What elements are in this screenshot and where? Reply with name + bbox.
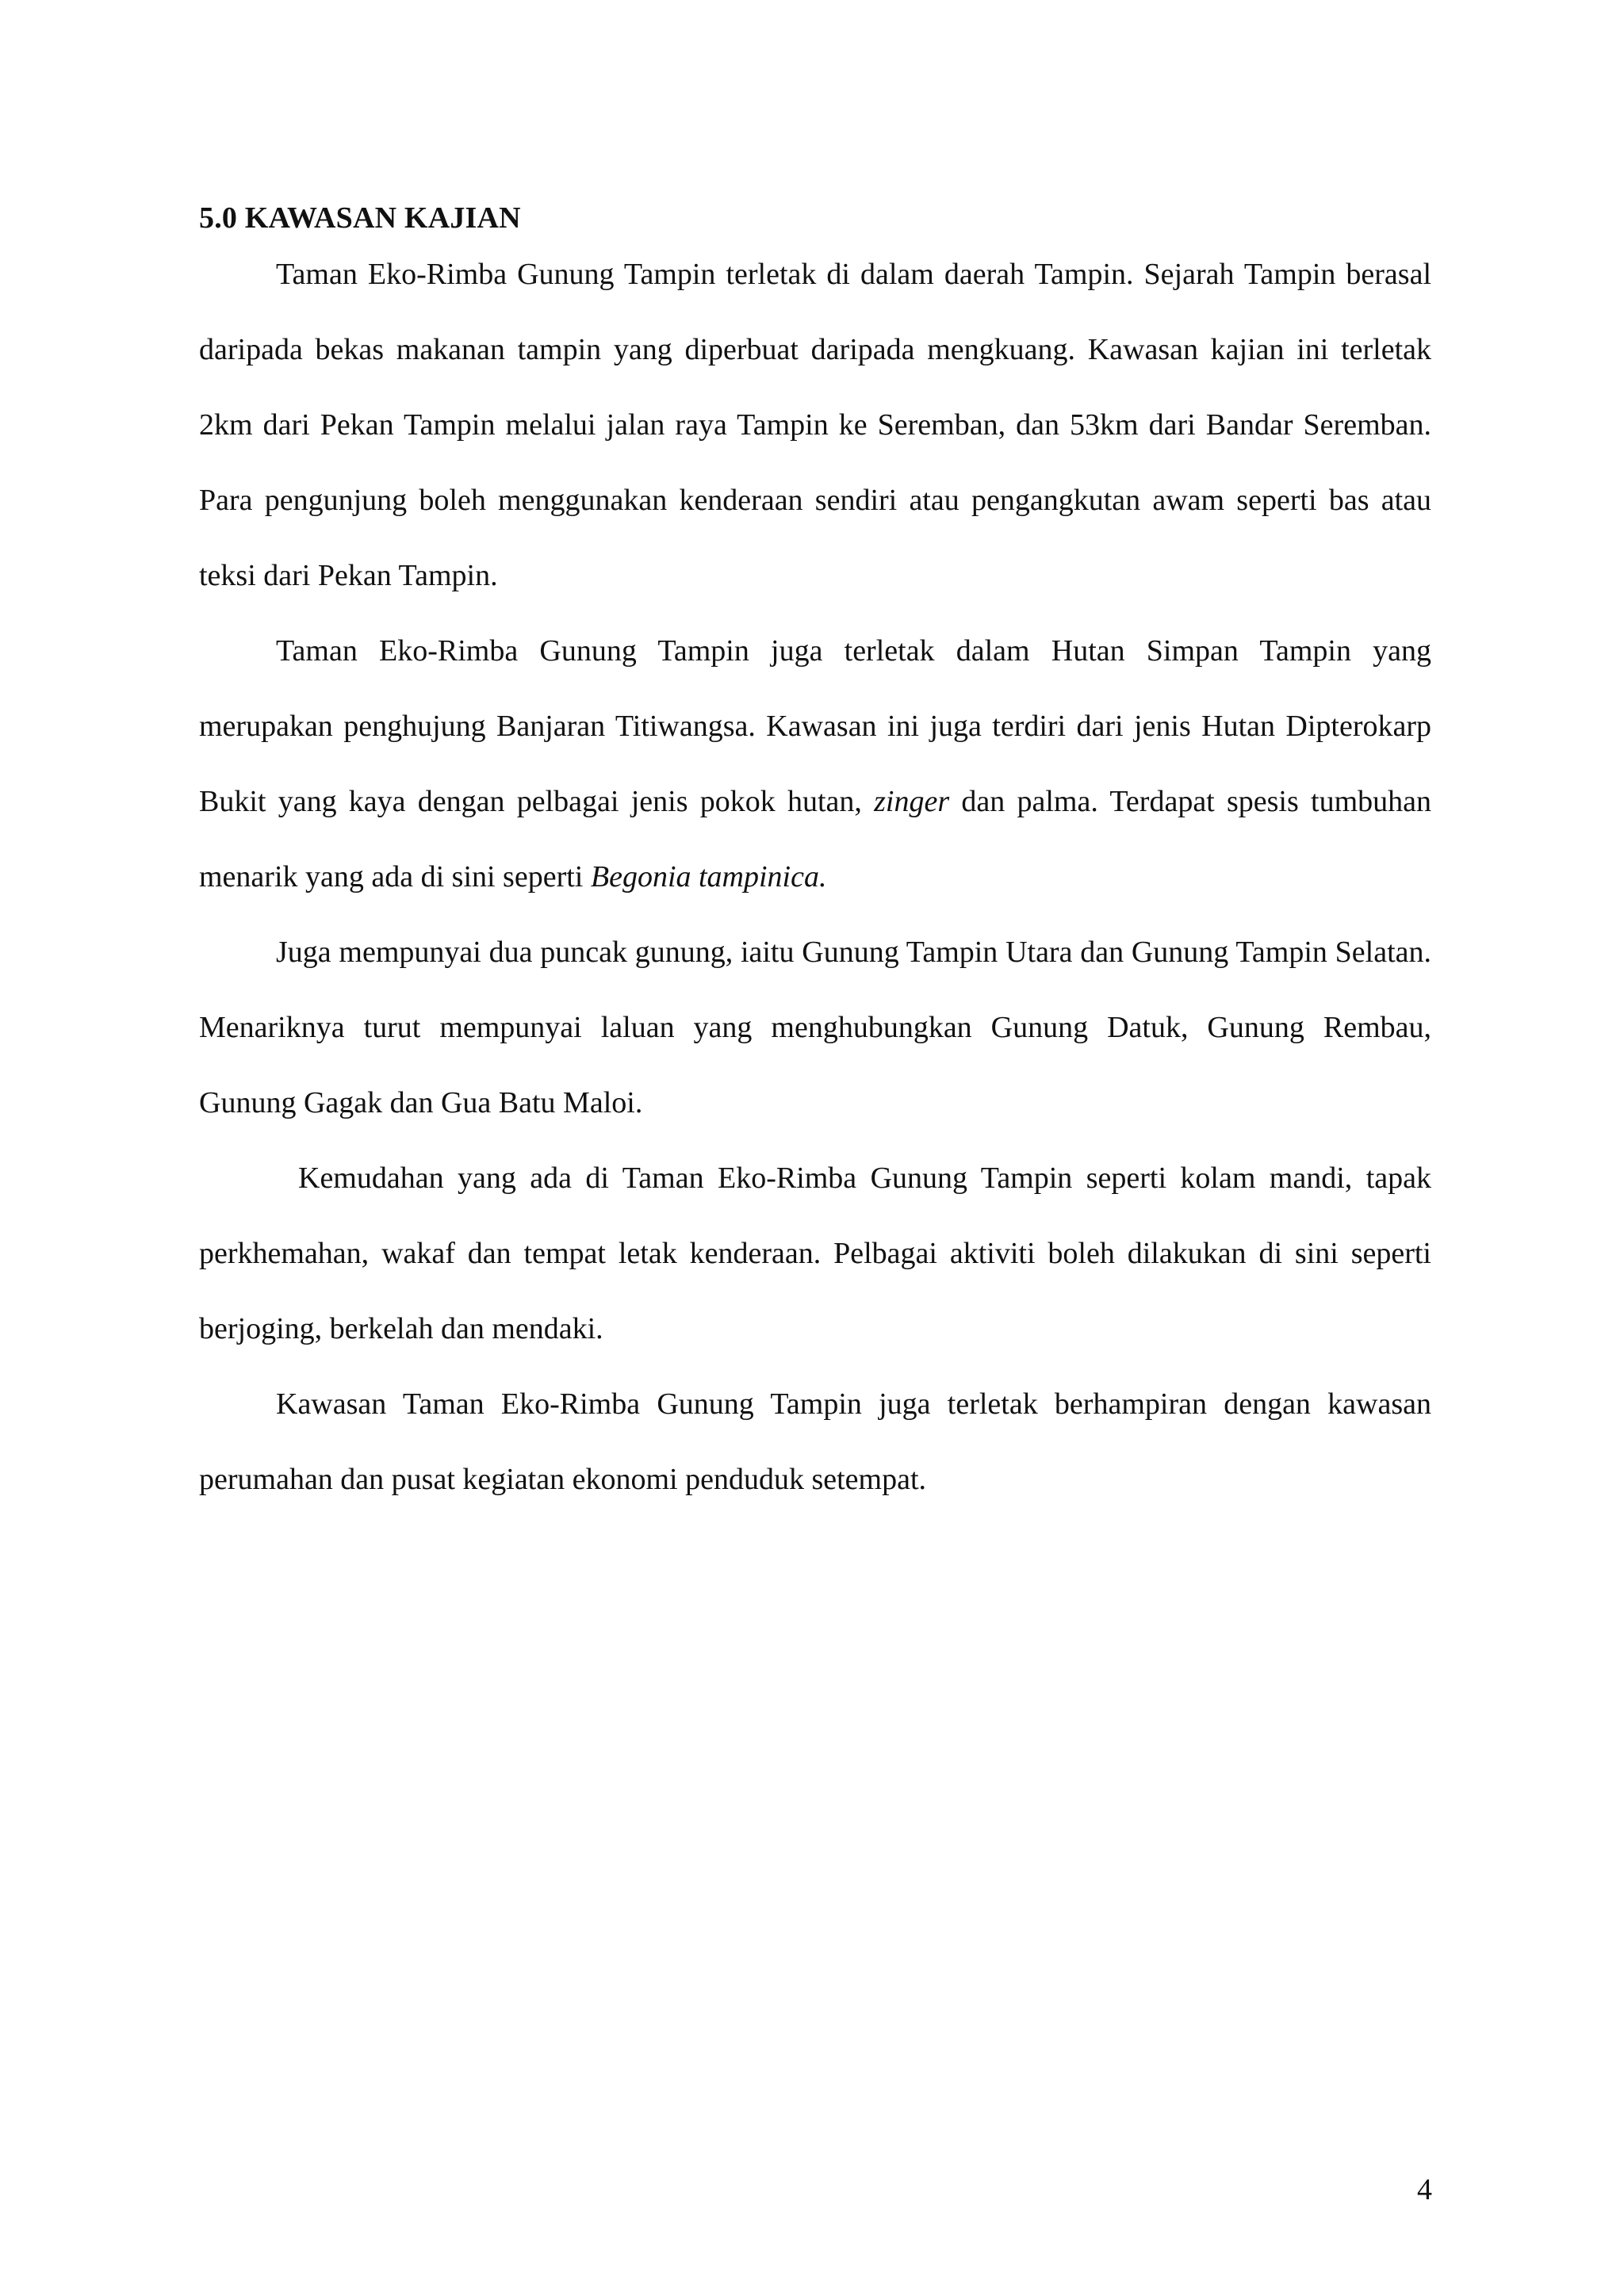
- paragraph-4: [199, 1141, 1431, 1367]
- section-heading: 5.0 KAWASAN KAJIAN: [199, 201, 521, 235]
- document-body: [199, 197, 1431, 1517]
- paragraph-2-text: Taman Eko-Rimba Gunung Tampin juga terletak dalam Hutan Simpan Tampin yang merupakan penghujung Banjaran Titiwangsa. Kawasan ini juga terdiri dari jenis Hutan Dipterokarp Bukit yang kaya dengan pelbagai jenis pokok hutan,: [199, 634, 1431, 818]
- paragraph-4-text: Kemudahan yang ada di Taman Eko-Rimba Gunung Tampin seperti kolam mandi, tapak perkhemahan, wakaf dan tempat letak kenderaan. Pelbagai aktiviti boleh dilakukan di sini seperti berjoging, berkelah dan mendaki.: [199, 1161, 1431, 1345]
- paragraph-1: [199, 237, 1431, 614]
- paragraph-5: [199, 1367, 1431, 1517]
- paragraph-2: [199, 614, 1431, 915]
- paragraph-3: [199, 915, 1431, 1141]
- page-number: 4: [1417, 2173, 1432, 2206]
- paragraph-3-text: Juga mempunyai dua puncak gunung, iaitu Gunung Tampin Utara dan Gunung Tampin Selatan. Menariknya turut mempunyai laluan yang menghubungkan Gunung Datuk, Gunung Rembau, Gunung Gagak dan Gua Batu Maloi.: [199, 936, 1431, 1119]
- italic-term-zinger: zinger: [874, 785, 950, 818]
- paragraph-1-text: Taman Eko-Rimba Gunung Tampin terletak di dalam daerah Tampin. Sejarah Tampin berasal daripada bekas makanan tampin yang diperbuat daripada mengkuang. Kawasan kajian ini terletak 2km dari Pekan Tampin melalui jalan raya Tampin ke Seremban, dan 53km dari Bandar Seremban. Para pengunjung boleh menggunakan kenderaan sendiri atau pengangkutan awam seperti bas atau teksi dari Pekan Tampin.: [199, 258, 1431, 592]
- paragraph-2-text-mid: dan palma. Terdapat spesis tumbuhan menarik yang ada di sini seperti: [199, 785, 1431, 894]
- paragraph-5-text: Kawasan Taman Eko-Rimba Gunung Tampin juga terletak berhampiran dengan kawasan perumahan dan pusat kegiatan ekonomi penduduk setempat.: [199, 1387, 1431, 1496]
- italic-species-name: Begonia tampinica.: [590, 860, 827, 894]
